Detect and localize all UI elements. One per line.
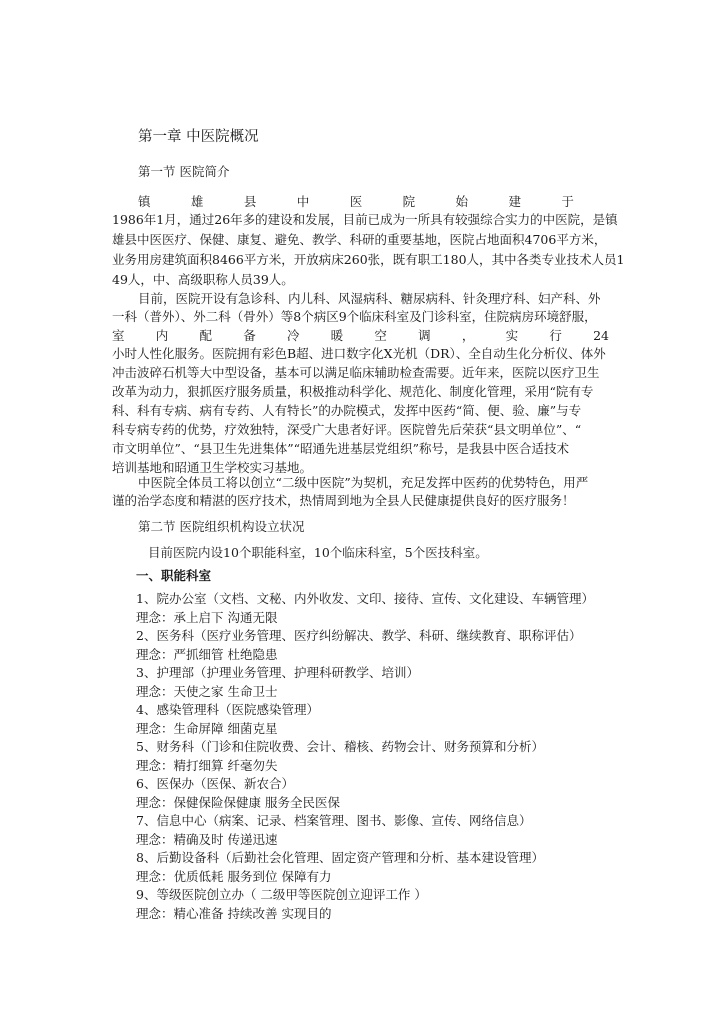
section2-heading: 第二节 医院组织机构设立状况 [138,519,305,534]
department-motto: 理念：保健保险保健康 服务全民医保 [136,795,340,810]
department-motto: 理念：精确及时 传递迅速 [136,832,278,847]
intro-char: 中 [296,194,310,209]
paragraph-line: 业务用房建筑面积8466平方米，开放病床260张，既有职工180人，其中各类专业技术人员1 [112,252,625,267]
functional-departments-heading: 一、职能科室 [136,568,212,583]
paragraph-line: 冲击波碎石机等大中型设备，基本可以满足临床辅助检查需要。近年来，医院以医疗卫生 [112,365,600,380]
intro-char: 始 [455,194,469,209]
spread-char: ， [461,328,475,343]
department-item: 9、等级医院创立办（ 二级甲等医院创立迎评工作 ） [136,887,427,902]
spread-char: 调 [418,328,431,343]
paragraph-line: 科专病专药的优势，疗效独特，深受广大患者好评。医院曾先后荣获“县文明单位”、“ [112,422,582,437]
department-motto: 理念：精打细算 纤毫勿失 [136,758,278,773]
spread-char: 内 [155,328,169,343]
paragraph-line: 雄县中医医疗、保健、康复、避免、教学、科研的重要基地，医院占地面积4706平方米， [112,232,607,247]
department-item: 3、护理部（护理业务管理、护理科研教学、培训） [136,665,419,680]
paragraph-line: 目前，医院开设有急诊科、内儿科、风湿病科、糖尿病科、针灸理疗科、妇产科、外 [138,291,601,306]
spread-char: 室 [112,328,125,343]
spread-char: 实 [505,328,519,343]
spread-char: 备 [243,328,256,343]
intro-char: 雄 [190,194,204,209]
department-motto: 理念：天使之家 生命卫士 [136,684,278,699]
department-item: 6、医保办（医保、新农合） [136,776,294,791]
chapter-title: 第一章 中医院概况 [138,129,259,145]
intro-char: 于 [561,194,574,209]
intro-char: 院 [402,194,416,209]
paragraph-line: 市文明单位”、“县卫生先进集体”“昭通先进基层党组织”称号，是我县中医合适技术 [112,441,569,456]
spread-char: 配 [199,328,212,343]
intro-char: 镇 [138,194,151,209]
spread-char: 行 [549,328,562,343]
spread-char: 暖 [330,328,344,343]
intro-char: 医 [349,194,363,209]
spread-line [112,327,609,345]
spread-char: 24 [593,328,609,343]
department-motto: 理念：优质低耗 服务到位 保障有力 [136,869,332,884]
department-item: 7、信息中心（病案、记录、档案管理、图书、影像、宣传、网络信息） [136,813,532,828]
paragraph-line: 中医院全体员工将以创立“二级中医院”为契机，充足发挥中医药的优势特色，用严 [138,475,589,490]
section2-intro: 目前医院内设10个职能科室，10个临床科室，5个医技科室。 [148,545,488,560]
paragraph-line: 培训基地和昭通卫生学校实习基地。 [112,460,313,475]
department-motto: 理念：承上启下 沟通无限 [136,610,278,625]
department-motto: 理念：精心准备 持续改善 实现目的 [136,906,332,921]
paragraph-line: 谨的治学态度和精湛的医疗技术，热情周到地为全县人民健康提供良好的医疗服务！ [112,493,575,508]
intro-char: 县 [243,194,257,209]
department-motto: 理念：生命屏障 细菌克星 [136,721,278,736]
department-motto: 理念：严抓细管 杜绝隐患 [136,647,278,662]
department-item: 2、医务科（医疗业务管理、医疗纠纷解决、教学、科研、继续教育、职称评估） [136,628,582,643]
department-item: 8、后勤设备科（后勤社会化管理、固定资产管理和分析、基本建设管理） [136,850,544,865]
paragraph-line: 一科（普外）、外二科（骨外）等8个病区9个临床科室及门诊科室，住院病房环境舒服， [112,309,597,324]
paragraph-line: 科、科有专病、病有专药、人有特长”的办院模式，发挥中医药“简、便、验、廉”与专 [112,403,582,418]
paragraph-line: 49人，中、高级职称人员39人。 [112,272,294,287]
department-item: 1、院办公室（文档、文秘、内外收发、文印、接待、宣传、文化建设、车辆管理） [136,591,594,606]
department-item: 4、感染管理科（医院感染管理） [136,702,319,717]
department-item: 5、财务科（门诊和住院收费、会计、稽核、药物会计、财务预算和分析） [136,739,544,754]
paragraph-line: 1986年1月，通过26年多的建设和发展，目前已成为一所具有较强综合实力的中医院，是镇 [112,212,618,227]
spread-char: 冷 [286,328,300,343]
intro-char: 建 [508,194,521,209]
intro-first-line [138,193,574,211]
paragraph-line: 改革为动力，狠抓医疗服务质量，积极推动科学化、规范化、制度化管理，采用“院有专 [112,384,594,399]
paragraph-line: 小时人性化服务。医院拥有彩色B超、进口数字化X光机（DR）、全自动生化分析仪、体外 [112,346,606,361]
spread-char: 空 [374,328,387,343]
section1-heading: 第一节 医院简介 [138,164,230,179]
